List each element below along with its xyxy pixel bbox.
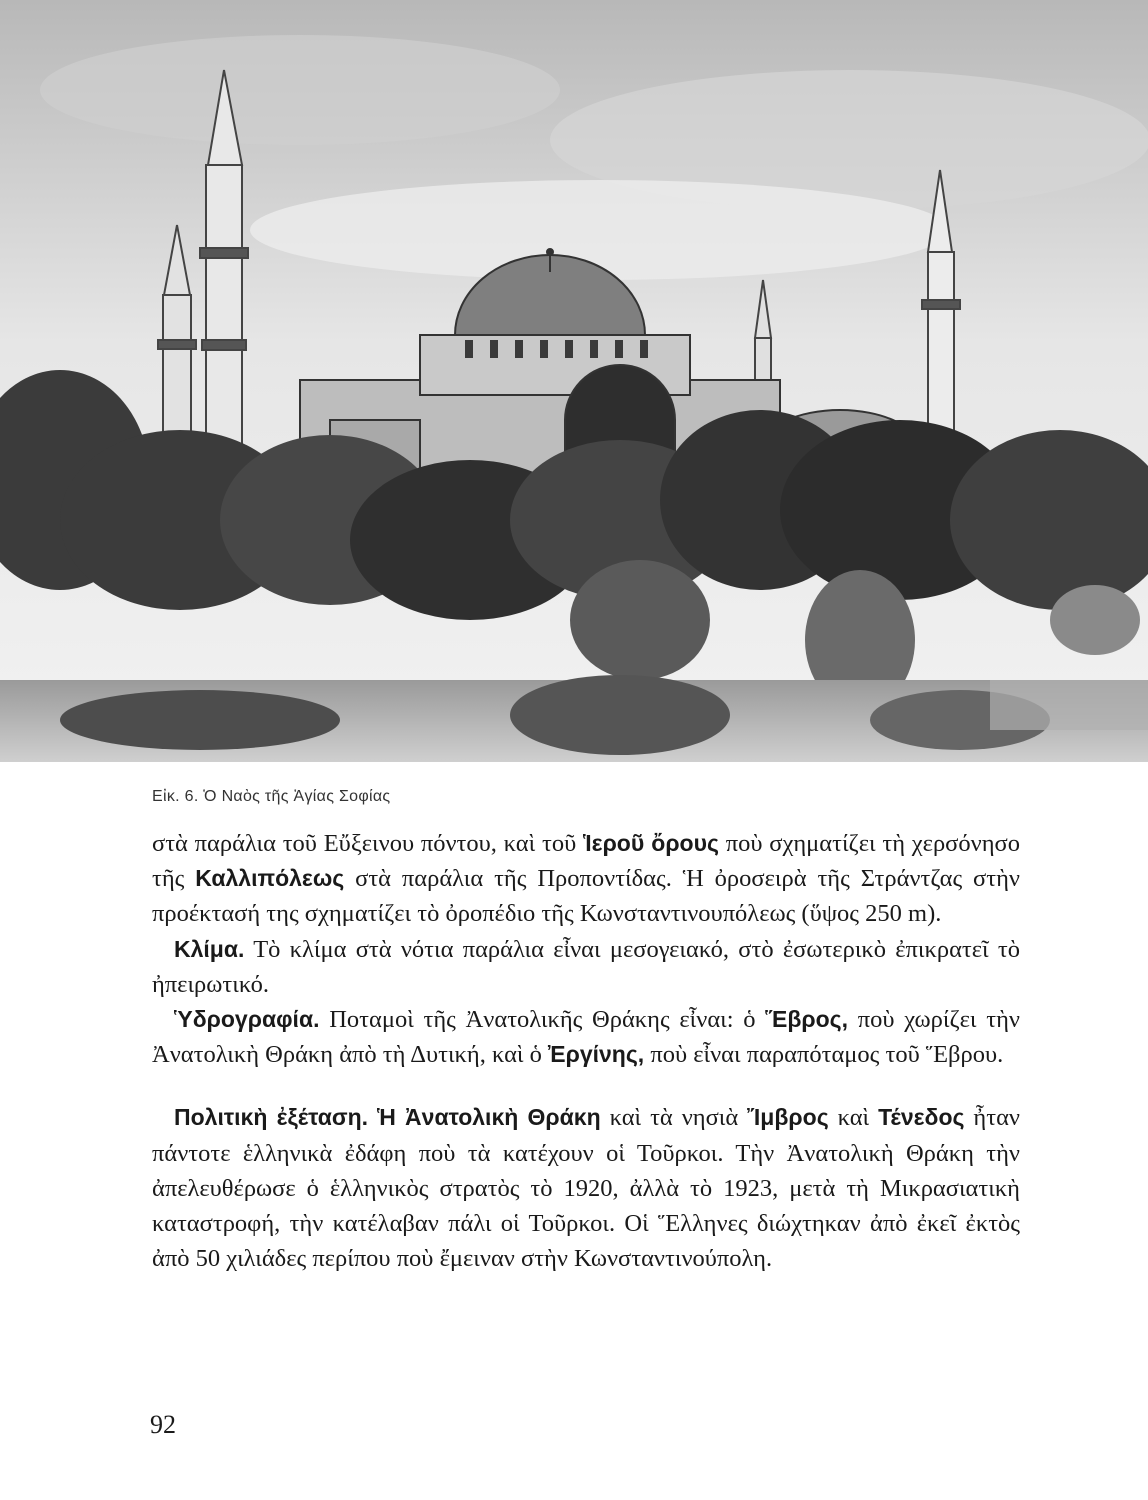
bold-term: Ἱεροῦ ὄρους (583, 830, 719, 856)
bold-term: Ἐργίνης, (548, 1041, 645, 1068)
section-heading: Πολιτικὴ ἐξέταση. (174, 1104, 369, 1131)
text-span: ποὺ εἶναι παραπόταμος τοῦ Ἕβρου. (644, 1041, 1004, 1069)
text-span: Τὸ κλίμα στὰ νότια παράλια εἶναι μεσογειακό, στὸ ἐσωτερικὸ ἐπικρατεῖ τὸ ἠπειρωτικό. (152, 935, 1020, 998)
text-span: καὶ τὰ νησιὰ (600, 1104, 748, 1132)
figure-caption: Εἰκ. 6. Ὁ Ναὸς τῆς Ἁγίας Σοφίας (152, 788, 391, 805)
bold-term: Ἕβρος, (765, 1006, 849, 1033)
page-number: 92 (150, 1410, 176, 1439)
text-span: στὰ παράλια τοῦ Εὔξεινου πόντου, καὶ τοῦ (152, 830, 584, 857)
text-span: ποὺ χωρίζει τὴν Ἀνατολικὴ Θράκη ἀπὸ τὴ Δυτική, καὶ ὁ (152, 1006, 1020, 1069)
body-text (152, 826, 1020, 1276)
paragraph-hydrography (152, 1002, 1020, 1072)
bold-term: Ἡ Ἀνατολικὴ Θράκη (376, 1104, 601, 1131)
section-heading: Ὑδρογραφία. (174, 1006, 320, 1033)
paragraph-continuation (152, 826, 1020, 932)
section-heading: Κλίμα. (174, 935, 245, 962)
text-span: καὶ (828, 1104, 879, 1132)
text-span: ποὺ σχηματίζει τὴ χερσόνησο τῆς (152, 830, 1020, 893)
text-span (368, 1104, 377, 1131)
bold-term: Καλλιπόλεως (195, 865, 345, 892)
paragraph-climate (152, 932, 1020, 1002)
text-span: στὰ παράλια τῆς Προποντίδας. Ἡ ὀροσειρὰ τῆς Στράντζας στὴν προέκτασή της σχηματίζει τὸ ὀροπέδιο τῆς Κωνσταντινουπόλεως (ὕψος 250 m). (152, 865, 1020, 928)
paragraph-political (152, 1100, 1020, 1276)
bold-term: Ἴμβρος (747, 1104, 829, 1131)
text-span: Ποταμοὶ τῆς Ἀνατολικῆς Θράκης εἶναι: ὁ (319, 1006, 766, 1034)
bold-term: Τένεδος (878, 1104, 965, 1131)
text-span: ἦταν πάντοτε ἑλληνικὰ ἐδάφη ποὺ τὰ κατέχουν οἱ Τοῦρκοι. Τὴν Ἀνατολικὴ Θράκη τὴν ἀπελευθέρωσε ὁ ἑλληνικὸς στρατὸς τὸ 1920, ἀλλὰ τὸ 1923, μετὰ τὴ Μικρασιατικὴ καταστροφή, τὴν κατέλαβαν πάλι οἱ Τοῦρκοι. Οἱ Ἕλληνες διώχτηκαν ἀπὸ ἐκεῖ ἐκτὸς ἀπὸ 50 χιλιάδες περίπου ποὺ ἔμειναν στὴν Κωνσταντινούπολη. (152, 1104, 1020, 1273)
